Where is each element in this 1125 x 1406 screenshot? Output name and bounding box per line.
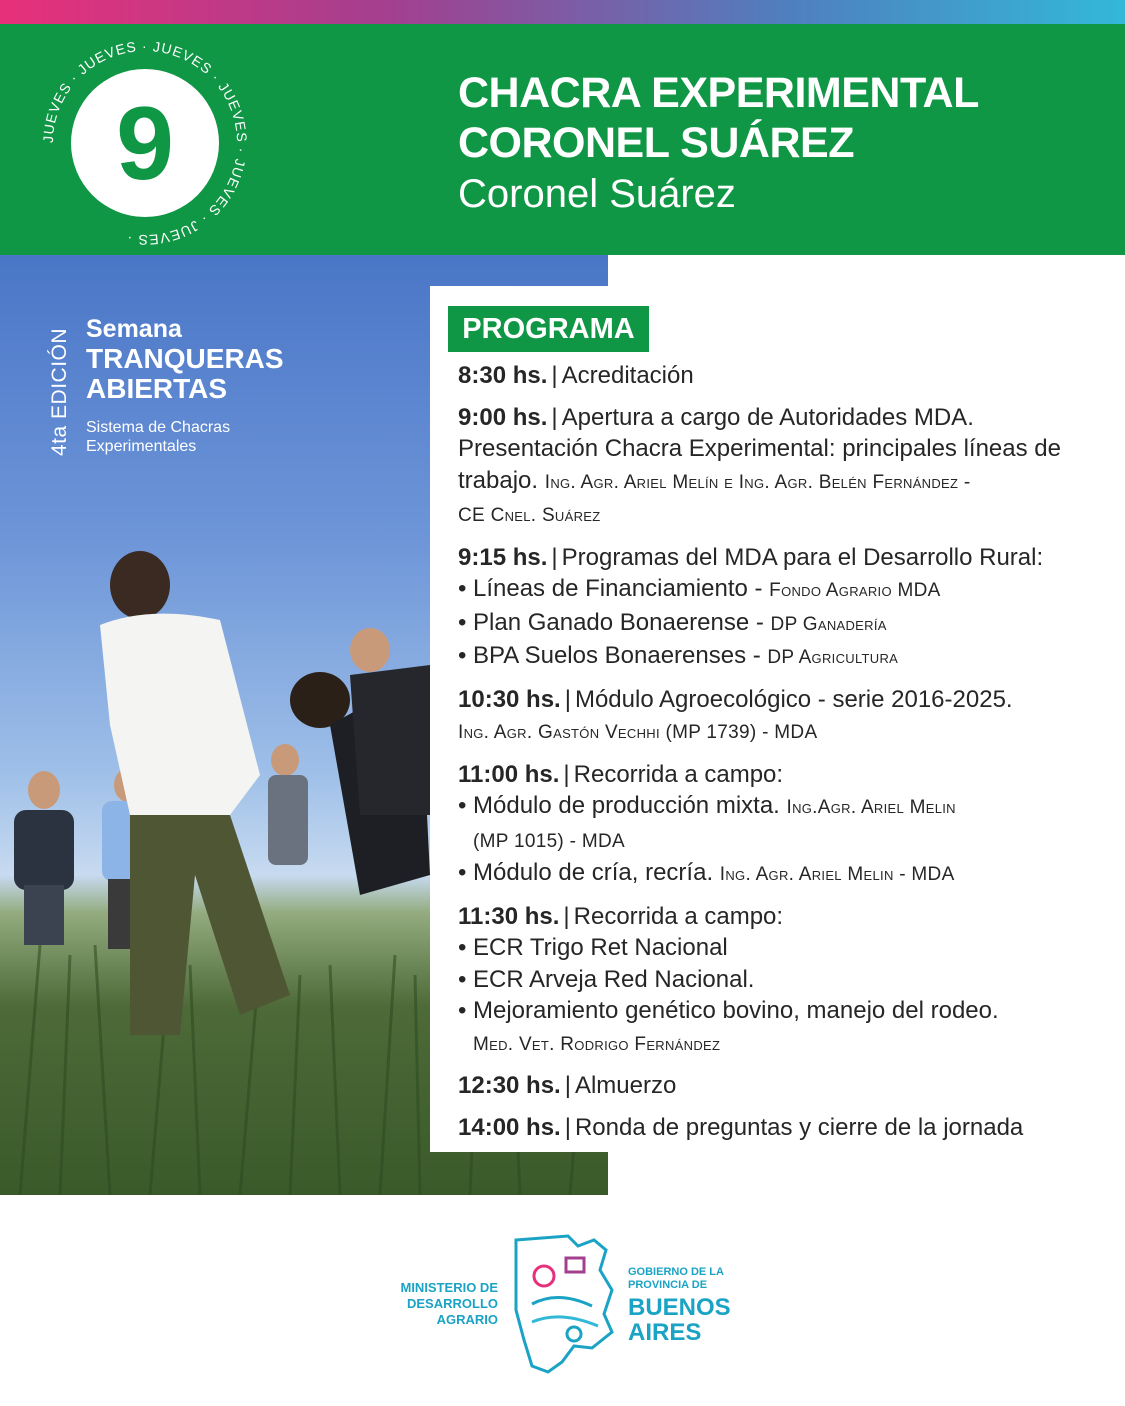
program-item: 11:00 hs. | Recorrida a campo: • Módulo de producción mixta. Ing.Agr. Ariel Melin (MP 1015) - MDA • Módulo de cría, recría. Ing. Agr. Ariel Melin - MDA bbox=[458, 759, 1098, 891]
header-banner bbox=[0, 24, 1125, 255]
program-item: 9:00 hs. | Apertura a cargo de Autoridades MDA. Presentación Chacra Experimental: principales líneas de trabajo. Ing. Agr. Ariel Melín e Ing. Agr. Belén Fernández - CE Cnel. Suárez bbox=[458, 402, 1098, 532]
item-text: Almuerzo bbox=[574, 1072, 677, 1099]
ministry-line-3: AGRARIO bbox=[436, 1312, 498, 1327]
event-name-line-3: ABIERTAS bbox=[86, 373, 228, 404]
top-gradient-bar bbox=[0, 0, 1125, 24]
item-time: 14:00 hs. bbox=[458, 1113, 561, 1141]
item-time: 11:00 hs. bbox=[458, 760, 560, 788]
list-item: • Módulo de producción mixta. Ing.Agr. Ariel Melin bbox=[458, 792, 956, 819]
header-title bbox=[458, 68, 979, 220]
item-text: Módulo Agroecológico - serie 2016-2025. bbox=[574, 685, 1013, 713]
item-text-line-2: Presentación Chacra Experimental: principales líneas de bbox=[458, 435, 1061, 462]
gov-line-2: PROVINCIA DE bbox=[628, 1279, 708, 1291]
item-speaker-line-2: CE Cnel. Suárez bbox=[458, 505, 601, 526]
gov-line-1: GOBIERNO DE LA bbox=[628, 1266, 724, 1278]
item-text: Recorrida a campo: bbox=[573, 760, 784, 788]
item-time: 11:30 hs. bbox=[458, 902, 560, 930]
program-item: 9:15 hs. | Programas del MDA para el Desarrollo Rural: • Líneas de Financiamiento - Fondo Agrario MDA • Plan Ganado Bonaerense - DP Ganadería • BPA Suelos Bonaerenses - DP Agricultura bbox=[458, 542, 1098, 674]
program-item: 10:30 hs. | Módulo Agroecológico - serie 2016-2025. Ing. Agr. Gastón Vechhi (MP 1739) - MDA bbox=[458, 685, 1013, 743]
list-item: • Plan Ganado Bonaerense - DP Ganadería bbox=[458, 608, 887, 636]
province-map-icon bbox=[508, 1230, 620, 1376]
day-badge bbox=[40, 38, 250, 248]
list-item: • ECR Arveja Red Nacional. bbox=[458, 965, 755, 993]
ministry-logo-text bbox=[390, 1280, 498, 1328]
ministry-line-2: DESARROLLO bbox=[407, 1296, 498, 1311]
list-item: • BPA Suelos Bonaerenses - DP Agricultura bbox=[458, 642, 899, 669]
program-item: 8:30 hs. | Acreditación bbox=[458, 362, 694, 389]
government-logo-text bbox=[628, 1266, 731, 1345]
event-name-line-2: TRANQUERAS bbox=[86, 343, 284, 374]
item-text: Acreditación bbox=[561, 362, 694, 389]
list-item: • ECR Trigo Ret Nacional bbox=[458, 934, 728, 961]
title-line-2: CORONEL SUÁREZ bbox=[458, 119, 854, 167]
ministry-line-1: MINISTERIO DE bbox=[400, 1280, 498, 1295]
day-number: 9 bbox=[116, 86, 174, 202]
list-item: • Módulo de cría, recría. Ing. Agr. Ariel Melin - MDA bbox=[458, 859, 955, 886]
edition-text: 4ta EDICIÓN bbox=[48, 327, 71, 456]
item-time: 8:30 hs. bbox=[458, 362, 548, 389]
item-text: Ronda de preguntas y cierre de la jornada bbox=[574, 1113, 1024, 1141]
location-subtitle: Coronel Suárez bbox=[458, 172, 736, 216]
title-line-1: CHACRA EXPERIMENTAL bbox=[458, 69, 979, 117]
gov-line-3: BUENOS bbox=[628, 1294, 731, 1321]
item-time: 9:15 hs. bbox=[458, 543, 548, 571]
event-name-line-1: Semana bbox=[86, 315, 182, 343]
list-item: • Líneas de Financiamiento - Fondo Agrario MDA bbox=[458, 575, 941, 602]
item-text-line-3: trabajo. bbox=[458, 466, 539, 494]
edition-label bbox=[48, 316, 76, 456]
item-speaker: Ing. Agr. Gastón Vechhi (MP 1739) - MDA bbox=[458, 722, 818, 743]
system-line-2: Experimentales bbox=[86, 438, 197, 455]
item-text: Apertura a cargo de Autoridades MDA. bbox=[561, 403, 974, 431]
system-line-1: Sistema de Chacras bbox=[86, 419, 231, 436]
program-list bbox=[458, 360, 1098, 1153]
gov-line-4: AIRES bbox=[628, 1319, 702, 1346]
item-time: 10:30 hs. bbox=[458, 685, 561, 713]
program-item: 11:30 hs. | Recorrida a campo: • ECR Trigo Ret Nacional • ECR Arveja Red Nacional. • Mejoramiento genético bovino, manejo del rodeo. Med. Vet. Rodrigo Fernández bbox=[458, 901, 1098, 1061]
item-text: Recorrida a campo: bbox=[573, 902, 784, 930]
event-name bbox=[86, 314, 284, 456]
list-item-continuation: Med. Vet. Rodrigo Fernández bbox=[473, 1033, 721, 1055]
list-item: • Mejoramiento genético bovino, manejo del rodeo. bbox=[458, 997, 999, 1024]
item-time: 12:30 hs. bbox=[458, 1072, 561, 1099]
item-speaker: Ing. Agr. Ariel Melín e Ing. Agr. Belén Fernández - bbox=[544, 471, 971, 493]
item-text: Programas del MDA para el Desarrollo Rural: bbox=[561, 543, 1044, 571]
item-time: 9:00 hs. bbox=[458, 403, 548, 431]
program-item: 12:30 hs. | Almuerzo bbox=[458, 1072, 677, 1099]
day-ring-text: JUEVES · JUEVES · JUEVES · JUEVES · JUEVES · JUEVES · bbox=[40, 38, 250, 248]
program-heading: PROGRAMA bbox=[448, 306, 649, 352]
list-item-continuation: (MP 1015) - MDA bbox=[473, 830, 625, 852]
program-item: 14:00 hs. | Ronda de preguntas y cierre de la jornada bbox=[458, 1113, 1024, 1141]
day-badge-graphic bbox=[40, 38, 250, 248]
